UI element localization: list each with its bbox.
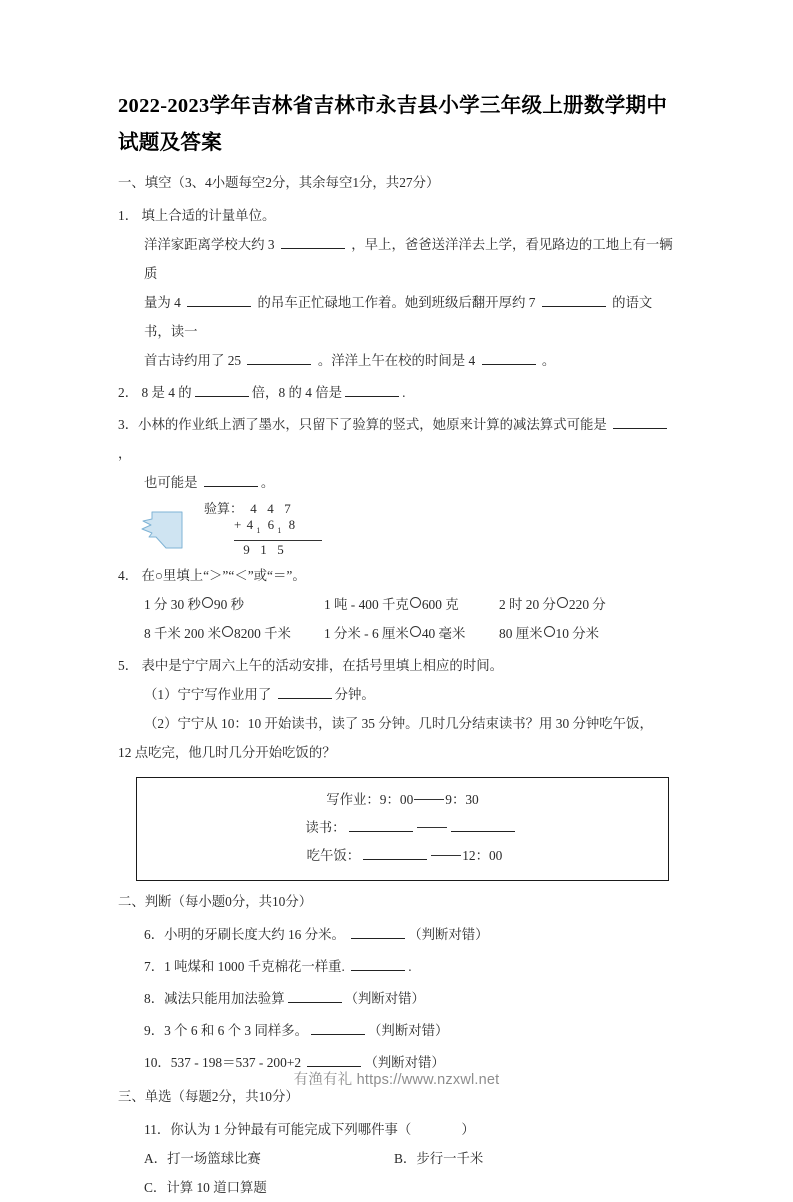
q2-blank-2[interactable] xyxy=(345,382,399,397)
q1-text-g: 。洋洋上午在校的时间是 4 xyxy=(317,353,476,368)
question-5-sub-1 xyxy=(118,680,678,709)
question-3-line-1 xyxy=(118,410,678,468)
cmp-right: 90 秒 xyxy=(213,597,245,612)
vsum-a1-d2: 4 xyxy=(267,501,274,516)
ink-blot-icon xyxy=(138,507,190,553)
option-b-key: B． xyxy=(394,1151,417,1166)
q2-text-c: . xyxy=(402,385,406,400)
vsum-row-3 xyxy=(204,542,322,558)
question-6-number: 6． xyxy=(144,927,165,942)
cmp-right: 40 毫米 xyxy=(421,626,466,641)
vsum-carry-2: 1 xyxy=(277,526,282,535)
schedule-start-blank[interactable] xyxy=(349,817,413,832)
vsum-addend-1 xyxy=(245,501,296,517)
question-11 xyxy=(118,1115,678,1144)
circle-blank[interactable] xyxy=(410,597,421,608)
cmp-left: 1 吨 - 400 千克 xyxy=(324,597,409,612)
schedule-end: 9：30 xyxy=(445,792,479,807)
schedule-table xyxy=(136,777,669,881)
question-8-number: 8． xyxy=(144,991,165,1006)
comparison-grid-row-2 xyxy=(118,619,678,648)
circle-blank[interactable] xyxy=(222,626,233,637)
question-8 xyxy=(118,984,678,1013)
q2-blank-1[interactable] xyxy=(195,382,249,397)
schedule-row xyxy=(137,786,668,814)
vsum-operator: + xyxy=(234,517,242,532)
question-4-prompt-text: 在○里填上“＞”“＜”或“＝”。 xyxy=(141,568,306,583)
q3-text-d: 。 xyxy=(260,475,275,490)
comparison-grid-row-1 xyxy=(118,590,678,619)
question-10-number: 10． xyxy=(144,1055,171,1070)
question-6-suffix: （判断对错） xyxy=(408,927,489,942)
question-6-blank[interactable] xyxy=(351,924,405,939)
question-6 xyxy=(118,920,678,949)
circle-blank[interactable] xyxy=(557,597,568,608)
cmp-left: 2 时 20 分 xyxy=(499,597,556,612)
option-c-label: 计算 10 道口算题 xyxy=(166,1180,267,1195)
question-9-text: 3 个 6 和 6 个 3 同样多。 xyxy=(164,1023,309,1038)
q1-text-d: 的吊车正忙碌地工作着。她到班级后翻开厚约 7 xyxy=(257,295,536,310)
option-c-key: C． xyxy=(144,1180,167,1195)
schedule-end: 12：00 xyxy=(462,848,503,863)
cmp-right: 220 分 xyxy=(568,597,606,612)
q1-text-a: 洋洋家距离学校大约 3 xyxy=(144,237,275,252)
vsum-label: 验算： xyxy=(204,501,244,516)
section-2-heading: 二、判断（每小题0分，共10分） xyxy=(118,894,313,909)
circle-blank[interactable] xyxy=(202,597,213,608)
q5-blank-1[interactable] xyxy=(278,684,332,699)
schedule-label: 写作业： xyxy=(326,792,380,807)
cmp-left: 80 厘米 xyxy=(499,626,543,641)
q5-sub1-text-a: （1）宁宁写作业用了 xyxy=(144,687,272,702)
page-title: 2022-2023学年吉林省吉林市永吉县小学三年级上册数学期中试题及答案 xyxy=(118,95,668,154)
option-a-key: A． xyxy=(144,1151,168,1166)
question-7 xyxy=(118,952,678,981)
cmp-right: 10 分米 xyxy=(555,626,600,641)
question-8-text: 减法只能用加法验算 xyxy=(164,991,285,1006)
q5-sub1-text-b: 分钟。 xyxy=(334,687,375,702)
q3-blank-2[interactable] xyxy=(204,472,258,487)
q3-text-a: 小林的作业纸上洒了墨水，只留下了验算的竖式，她原来计算的减法算式可能是 xyxy=(138,417,607,432)
circle-blank[interactable] xyxy=(410,626,421,637)
question-6-text: 小明的牙刷长度大约 16 分米。 xyxy=(164,927,345,942)
comparison-item xyxy=(144,619,324,648)
question-10-blank[interactable] xyxy=(307,1052,361,1067)
vsum-s-d3: 5 xyxy=(277,542,284,557)
option-a-label: 打一场篮球比赛 xyxy=(167,1151,261,1166)
question-11-text: 你认为 1 分钟最有可能完成下列哪件事（ xyxy=(170,1122,412,1137)
comparison-item xyxy=(324,619,499,648)
option-b-label: 步行一千米 xyxy=(416,1151,484,1166)
vsum-s-d2: 1 xyxy=(260,542,267,557)
cmp-left: 1 分 30 秒 xyxy=(144,597,201,612)
vsum-carry-1: 1 xyxy=(256,526,261,535)
question-2 xyxy=(118,378,678,407)
cmp-right: 8200 千米 xyxy=(234,626,291,641)
schedule-start-blank[interactable] xyxy=(363,845,427,860)
question-11-number: 11． xyxy=(144,1122,171,1137)
question-10-text: 537 - 198＝537 - 200+2 xyxy=(170,1055,302,1070)
comparison-item xyxy=(499,590,678,619)
question-7-number: 7． xyxy=(144,959,165,974)
section-3-heading: 三、单选（每题2分，共10分） xyxy=(118,1089,299,1104)
question-7-suffix: . xyxy=(408,959,412,974)
q1-blank-2[interactable] xyxy=(187,292,251,307)
q3-blank-1[interactable] xyxy=(613,414,667,429)
vsum-a2-d3: 8 xyxy=(288,517,296,532)
comparison-item xyxy=(499,619,678,648)
question-1-body-line-1 xyxy=(118,230,678,288)
q1-text-h: 。 xyxy=(541,353,556,368)
option-b[interactable] xyxy=(394,1144,483,1173)
question-9-blank[interactable] xyxy=(311,1020,365,1035)
question-8-suffix: （判断对错） xyxy=(344,991,425,1006)
option-c[interactable] xyxy=(144,1173,394,1202)
question-9 xyxy=(118,1016,678,1045)
cmp-left: 1 分米 - 6 厘米 xyxy=(324,626,409,641)
question-8-blank[interactable] xyxy=(288,988,342,1003)
q1-text-f: 首古诗约用了 25 xyxy=(144,353,242,368)
document-body xyxy=(118,88,678,1202)
question-3-number: 3． xyxy=(118,417,139,432)
schedule-start: 9：00 xyxy=(379,792,414,807)
vsum-a2-d2: 6 xyxy=(267,517,275,532)
question-11-close: ） xyxy=(461,1122,475,1137)
q1-text-c: 量为 4 xyxy=(144,295,181,310)
vsum-a1-d3: 7 xyxy=(284,501,291,516)
cmp-right: 600 克 xyxy=(421,597,459,612)
question-4-number: 4． xyxy=(118,568,139,583)
comparison-item xyxy=(144,590,324,619)
q1-blank-3[interactable] xyxy=(542,292,606,307)
vsum-total xyxy=(238,542,289,558)
vsum-divider xyxy=(234,540,322,541)
question-10-suffix: （判断对错） xyxy=(364,1055,445,1070)
q1-text-e: 的语文书，读一 xyxy=(144,295,653,339)
q2-text-a: 8 是 4 的 xyxy=(141,385,192,400)
q1-blank-4[interactable] xyxy=(247,350,311,365)
vsum-row-1 xyxy=(204,501,322,517)
footer-watermark: 有渔有礼 https://www.nzxwl.net xyxy=(293,1072,500,1088)
q1-blank-1[interactable] xyxy=(281,234,345,249)
question-7-text: 1 吨煤和 1000 千克棉花一样重. xyxy=(164,959,345,974)
schedule-row xyxy=(137,814,668,842)
vsum-s-d1: 9 xyxy=(243,542,250,557)
vsum-row-2 xyxy=(204,517,322,539)
schedule-dash xyxy=(414,799,444,800)
option-a[interactable] xyxy=(144,1144,394,1173)
schedule-dash xyxy=(431,855,461,856)
comparison-item xyxy=(324,590,499,619)
question-1-body-line-3 xyxy=(118,346,678,375)
question-5-number: 5． xyxy=(118,658,139,673)
cmp-left: 8 千米 200 米 xyxy=(144,626,221,641)
question-7-blank[interactable] xyxy=(351,956,405,971)
question-9-number: 9． xyxy=(144,1023,165,1038)
schedule-row xyxy=(137,842,668,870)
question-5-prompt-text: 表中是宁宁周六上午的活动安排，在括号里填上相应的时间。 xyxy=(141,658,503,673)
question-1-number: 1． xyxy=(118,208,139,223)
circle-blank[interactable] xyxy=(544,626,555,637)
question-5-sub-2-line-1: （2）宁宁从 10：10 开始读书，读了 35 分钟。几时几分结束读书？用 30 分钟吃午饭， xyxy=(144,716,653,731)
question-2-number: 2． xyxy=(118,385,139,400)
section-1-heading: 一、填空（3、4小题每空2分，其余每空1分，共27分） xyxy=(118,175,440,190)
question-11-options-row-1 xyxy=(118,1144,678,1173)
question-11-options-row-2 xyxy=(118,1173,678,1202)
q1-blank-5[interactable] xyxy=(482,350,536,365)
vertical-sum-figure xyxy=(204,501,322,558)
question-5-sub-2-line-2: 12 点吃完，他几时几分开始吃饭的？ xyxy=(118,745,336,760)
question-9-suffix: （判断对错） xyxy=(368,1023,449,1038)
q3-text-c: 也可能是 xyxy=(144,475,198,490)
question-4-prompt xyxy=(118,561,678,590)
question-11-answer-slot[interactable] xyxy=(414,1120,458,1134)
question-5-prompt xyxy=(118,651,678,680)
schedule-label: 吃午饭： xyxy=(306,848,361,863)
question-3-line-2 xyxy=(118,468,678,497)
vsum-a1-d1: 4 xyxy=(250,501,257,516)
schedule-dash xyxy=(417,827,447,828)
q1-text-b: ，早上，爸爸送洋洋去上学，看见路边的工地上有一辆质 xyxy=(144,237,673,281)
schedule-label: 读书： xyxy=(305,820,346,835)
q3-text-b: ， xyxy=(118,446,132,461)
question-1-prompt xyxy=(118,201,678,230)
schedule-end-blank[interactable] xyxy=(451,817,515,832)
question-1-prompt-text: 填上合适的计量单位。 xyxy=(141,208,276,223)
vsum-a2-d1: 4 xyxy=(246,517,254,532)
question-1-body-line-2 xyxy=(118,288,678,346)
q2-text-b: 倍，8 的 4 倍是 xyxy=(251,385,343,400)
question-3-figure xyxy=(118,501,678,558)
vsum-addend-2 xyxy=(241,517,300,539)
